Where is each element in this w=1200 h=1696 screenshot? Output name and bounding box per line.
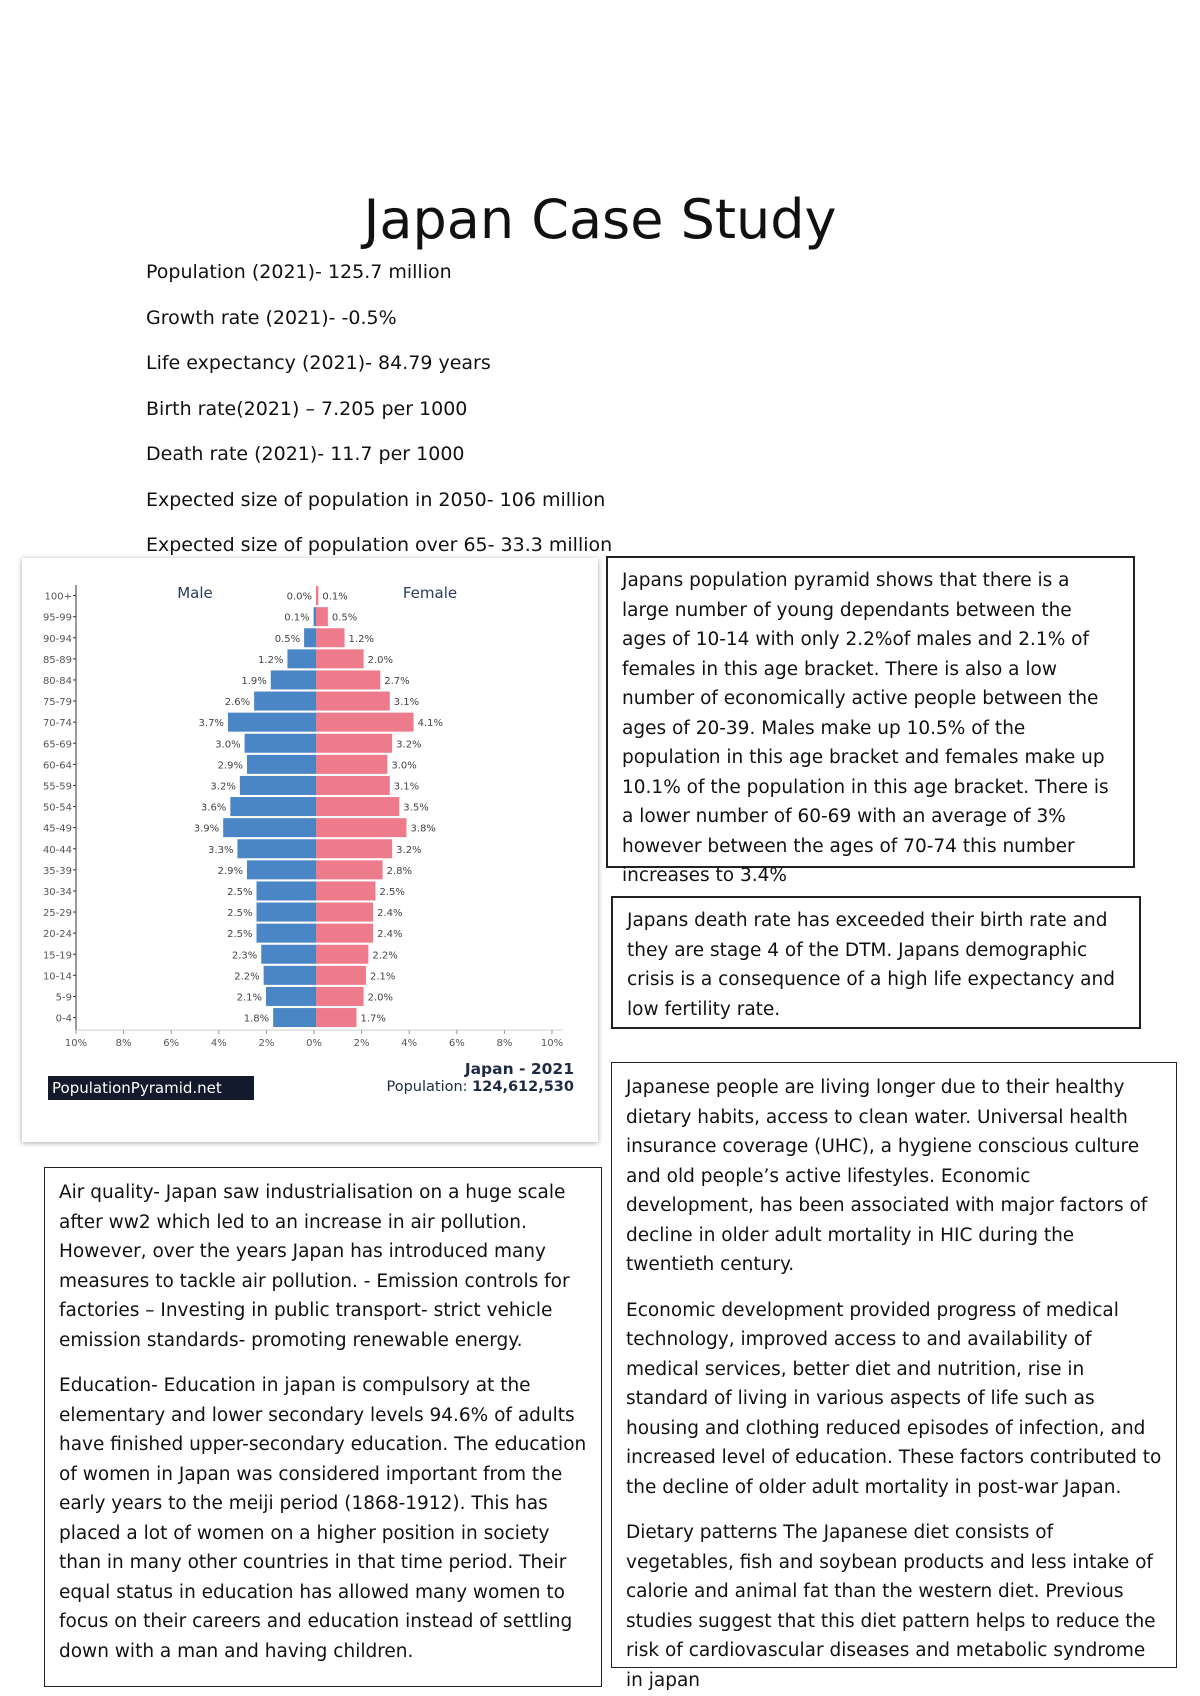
economic-paragraph: Economic development provided progress of medical technology, improved access to and availability of medical services, better diet and nutrition, rise in standard of living in various aspects of life such as housing and clothing reduced episodes of infection, and increased level of education. These factors contributed to the decline of older adult mortality in post-war Japan.: [626, 1299, 1162, 1498]
age-label: 10-14: [42, 971, 72, 983]
male-value-label: 3.2%: [210, 781, 236, 793]
male-bar: [230, 797, 316, 816]
fact-birth-rate: Birth rate(2021) – 7.205 per 1000: [146, 397, 468, 420]
fact-death-rate: Death rate (2021)- 11.7 per 1000: [146, 443, 465, 465]
fact-growth-rate: Growth rate (2021)- -0.5%: [146, 306, 397, 329]
female-bar: [316, 734, 392, 753]
key-facts: [146, 258, 612, 577]
female-bar: [316, 713, 414, 732]
female-bar: [316, 945, 368, 964]
female-bar: [316, 860, 383, 879]
male-value-label: 1.9%: [241, 675, 267, 687]
age-label: 95-99: [42, 612, 72, 624]
female-value-label: 2.2%: [372, 950, 398, 962]
female-bar: [316, 586, 318, 605]
air-quality-paragraph: Air quality- Japan saw industrialisation on a huge scale after ww2 which led to an increase in air pollution. However, over the years Japan has introduced many measures to tackle air pollution. - Emission controls for factories – Investing in public transport- strict vehicle emission standards- promoting renewable energy.: [59, 1182, 570, 1351]
male-bar: [237, 839, 316, 858]
education-paragraph: Education- Education in japan is compulsory at the elementary and lower secondary levels 94.6% of adults have finished upper-secondary education. The education of women in Japan was considered important from the early years to the meiji period (1868-1912). This has placed a lot of women on a higher position in society than in many other countries in that time period. Their equal status in education has allowed many women to focus on their careers and education instead of settling down with a man and having children.: [59, 1375, 587, 1662]
male-value-label: 3.7%: [198, 718, 224, 730]
male-value-label: 2.6%: [224, 697, 251, 709]
x-tick-label: 0%: [306, 1038, 322, 1050]
age-label: 80-84: [42, 675, 72, 687]
age-label: 75-79: [42, 697, 72, 709]
male-value-label: 1.8%: [243, 1013, 270, 1025]
male-value-label: 2.9%: [217, 865, 243, 877]
female-value-label: 3.1%: [393, 697, 420, 709]
male-value-label: 0.0%: [286, 591, 312, 603]
air-education-box: [44, 1167, 602, 1687]
x-tick-label: 8%: [496, 1038, 513, 1050]
x-tick-label: 4%: [401, 1038, 418, 1050]
age-label: 25-29: [42, 908, 72, 920]
female-value-label: 2.4%: [377, 908, 403, 920]
male-bar: [257, 924, 317, 943]
pyramid-analysis-text: Japans population pyramid shows that there is a large number of young dependants between the ages of 10-14 with only 2.2%of males and 2.1% of females in this age bracket. There is also a low number of economically active people between the ages of 20-39. Males make up 10.5% of the population in this age bracket and females make up 10.1% of the population in this age bracket. There is a lower number of 60-69 with an average of 3% however between the ages of 70-74 this number increases to 3.4%: [622, 570, 1109, 886]
female-value-label: 3.2%: [396, 739, 422, 751]
x-tick-label: 4%: [210, 1038, 227, 1050]
female-value-label: 2.5%: [379, 886, 405, 898]
male-value-label: 2.5%: [227, 886, 253, 898]
female-value-label: 3.0%: [391, 760, 417, 772]
female-bar: [316, 903, 373, 922]
age-label: 50-54: [42, 802, 72, 814]
male-value-label: 1.2%: [258, 654, 284, 666]
female-bar: [316, 607, 328, 626]
age-label: 60-64: [42, 760, 72, 772]
age-label: 90-94: [42, 633, 72, 645]
female-value-label: 0.1%: [322, 591, 348, 603]
female-value-label: 2.0%: [367, 992, 394, 1004]
male-bar: [247, 860, 316, 879]
female-value-label: 0.5%: [331, 612, 358, 624]
male-bar: [254, 692, 316, 711]
x-tick-label: 6%: [448, 1038, 465, 1050]
age-label: 85-89: [42, 654, 72, 666]
female-bar: [316, 881, 376, 900]
x-tick-label: 10%: [64, 1038, 88, 1050]
age-label: 55-59: [42, 781, 72, 793]
female-value-label: 2.4%: [377, 929, 403, 941]
male-bar: [273, 1008, 316, 1027]
diet-paragraph: Dietary patterns The Japanese diet consists of vegetables, fish and soybean products and less intake of calorie and animal fat than the western diet. Previous studies suggest that this diet pattern helps to reduce the risk of cardiovascular diseases and metabolic syndrome in japan: [626, 1522, 1156, 1691]
female-bar: [316, 818, 406, 837]
male-bar: [240, 776, 316, 795]
age-label: 40-44: [42, 844, 72, 856]
age-label: 70-74: [42, 718, 72, 730]
male-bar: [247, 755, 316, 774]
male-bar: [261, 945, 316, 964]
chart-population-value: 124,612,530: [472, 1079, 574, 1095]
female-value-label: 2.7%: [384, 675, 410, 687]
fact-population-2050: Expected size of population in 2050- 106 million: [146, 488, 606, 511]
female-bar: [316, 797, 399, 816]
male-bar: [257, 881, 317, 900]
female-value-label: 2.0%: [367, 654, 394, 666]
male-value-label: 2.1%: [236, 992, 263, 1004]
female-value-label: 3.2%: [396, 844, 422, 856]
male-legend-label: Male: [177, 584, 213, 602]
female-bar: [316, 649, 364, 668]
pyramid-analysis-box: [606, 556, 1135, 886]
life-expectancy-box: [611, 1062, 1177, 1691]
female-value-label: 3.5%: [403, 802, 429, 814]
female-value-label: 2.1%: [369, 971, 396, 983]
x-tick-label: 2%: [353, 1038, 370, 1050]
male-value-label: 3.0%: [215, 739, 241, 751]
male-value-label: 2.2%: [234, 971, 260, 983]
female-value-label: 1.7%: [360, 1013, 386, 1025]
age-label: 15-19: [42, 950, 72, 962]
male-bar: [264, 966, 316, 985]
male-bar: [245, 734, 316, 753]
source-logo: PopulationPyramid.net: [48, 1076, 254, 1100]
male-value-label: 2.5%: [227, 908, 253, 920]
male-bar: [266, 987, 316, 1006]
male-value-label: 2.9%: [217, 760, 243, 772]
female-bar: [316, 692, 390, 711]
male-bar: [228, 713, 316, 732]
age-label: 65-69: [42, 739, 72, 751]
x-tick-label: 6%: [163, 1038, 180, 1050]
dtm-box: [611, 896, 1141, 1029]
population-pyramid-chart: [22, 558, 598, 1142]
male-value-label: 0.1%: [284, 612, 310, 624]
female-bar: [316, 1008, 356, 1027]
age-label: 100+: [44, 591, 72, 603]
x-tick-label: 10%: [540, 1038, 564, 1050]
chart-title: Japan - 2021: [464, 1060, 574, 1078]
female-bar: [316, 628, 345, 647]
x-tick-label: 2%: [258, 1038, 275, 1050]
age-label: 5-9: [55, 992, 72, 1004]
male-value-label: 2.5%: [227, 929, 253, 941]
female-bar: [316, 924, 373, 943]
male-value-label: 2.3%: [231, 950, 258, 962]
x-tick-label: 8%: [115, 1038, 132, 1050]
fact-population: Population (2021)- 125.7 million: [146, 261, 452, 283]
male-bar: [271, 670, 316, 689]
fact-life-expectancy: Life expectancy (2021)- 84.79 years: [146, 352, 491, 374]
male-bar: [257, 903, 317, 922]
female-value-label: 1.2%: [348, 633, 374, 645]
health-paragraph: Japanese people are living longer due to their healthy dietary habits, access to clean water. Universal health insurance coverage (UHC), a hygiene conscious culture and old people’s active lifestyles. Economic development, has been associated with major factors of decline in older adult mortality in HIC during the twentieth century.: [626, 1077, 1148, 1275]
fact-population-over-65: Expected size of population over 65- 33.3 million: [146, 534, 613, 556]
male-bar: [314, 607, 316, 626]
male-bar: [287, 649, 316, 668]
male-value-label: 3.3%: [208, 844, 234, 856]
age-label: 35-39: [42, 865, 72, 877]
female-bar: [316, 755, 387, 774]
male-bar: [304, 628, 316, 647]
age-label: 30-34: [42, 886, 72, 898]
age-label: 20-24: [42, 929, 72, 941]
chart-population-label: Population:: [386, 1079, 468, 1095]
age-label: 0-4: [55, 1013, 72, 1025]
female-bar: [316, 839, 392, 858]
female-bar: [316, 966, 366, 985]
female-legend-label: Female: [402, 584, 458, 602]
female-value-label: 3.8%: [410, 823, 436, 835]
age-label: 45-49: [42, 823, 72, 835]
male-value-label: 3.6%: [200, 802, 227, 814]
female-bar: [316, 776, 390, 795]
male-value-label: 0.5%: [274, 633, 301, 645]
dtm-text: Japans death rate has exceeded their birth rate and they are stage 4 of the DTM. Japans demographic crisis is a consequence of a high life expectancy and low fertility rate.: [627, 910, 1115, 1020]
chart-population: [386, 1079, 574, 1095]
population-pyramid-card: [22, 558, 598, 1142]
female-value-label: 3.1%: [393, 781, 420, 793]
male-bar: [223, 818, 316, 837]
female-bar: [316, 670, 380, 689]
male-value-label: 3.9%: [193, 823, 220, 835]
female-bar: [316, 987, 364, 1006]
page-title: Japan Case Study: [363, 188, 837, 251]
female-value-label: 2.8%: [386, 865, 413, 877]
female-value-label: 4.1%: [417, 718, 443, 730]
